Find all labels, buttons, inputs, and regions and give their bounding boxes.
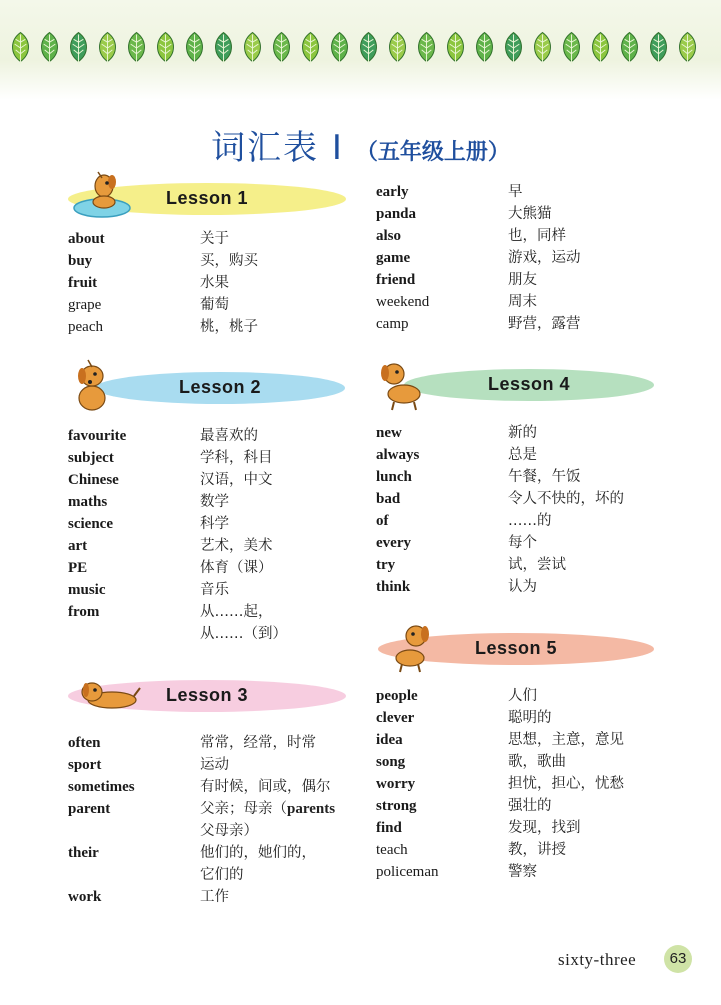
vocab-chinese-part: 野营，露营 (508, 316, 581, 332)
dog-lying-mascot-icon (76, 676, 142, 712)
vocab-chinese-part: 新的 (508, 425, 537, 441)
vocab-chinese (508, 729, 658, 751)
vocab-chinese (508, 795, 658, 817)
leaf-icon (354, 30, 383, 66)
vocab-chinese (200, 732, 350, 754)
vocab-chinese (508, 225, 658, 247)
leaf-icon (644, 30, 673, 66)
vocab-chinese (508, 313, 658, 335)
leaf-icon (151, 30, 180, 66)
vocab-chinese (200, 425, 350, 447)
lesson-5-title: Lesson 5 (474, 638, 558, 658)
vocab-english: policeman (376, 864, 439, 880)
vocab-chinese (200, 469, 350, 491)
leaf-icon (64, 30, 93, 66)
leaf-icon (93, 30, 122, 66)
vocab-english: try (376, 557, 396, 573)
dog-standing-mascot-icon (386, 618, 436, 674)
title-main: 词汇表 I (211, 128, 344, 168)
vocab-plural-form: parents (287, 801, 336, 817)
vocab-english: subject (68, 450, 114, 466)
vocab-chinese (508, 269, 658, 291)
vocab-chinese (200, 776, 350, 798)
vocab-english: often (68, 735, 101, 751)
leaf-icon (528, 30, 557, 66)
vocab-chinese (508, 466, 658, 488)
vocab-english: every (376, 535, 411, 551)
vocab-chinese-part: 也，同样 (508, 228, 566, 244)
leaf-icon (267, 30, 296, 66)
leaf-icon (557, 30, 586, 66)
vocab-chinese (508, 510, 658, 532)
leaf-icon (441, 30, 470, 66)
decorative-header-band (0, 0, 721, 100)
vocab-chinese (508, 422, 658, 444)
vocab-english: idea (376, 732, 403, 748)
vocab-chinese (508, 203, 658, 225)
vocab-chinese-part: 歌，歌曲 (508, 754, 566, 770)
vocab-english: game (376, 250, 411, 266)
vocab-chinese-part: 学科，科目 (200, 450, 273, 466)
vocab-chinese (508, 247, 658, 269)
leaf-icon (325, 30, 354, 66)
vocab-chinese (200, 886, 350, 908)
vocab-chinese-part: 关于 (200, 231, 229, 247)
vocab-chinese (200, 250, 350, 272)
vocab-chinese (200, 228, 350, 250)
vocab-chinese-part: 有时候，间或，偶尔 (200, 779, 331, 795)
vocab-chinese (200, 842, 350, 886)
page-number-words: sixty-three (558, 950, 637, 969)
vocab-chinese (508, 181, 658, 203)
leaf-icon (412, 30, 441, 66)
vocab-english: friend (376, 272, 416, 288)
vocab-chinese-part: 人们 (508, 688, 537, 704)
vocab-chinese-part: 运动 (200, 757, 229, 773)
vocab-english: from (68, 604, 100, 620)
vocab-chinese-part: 最喜欢的 (200, 428, 258, 444)
vocab-chinese (200, 272, 350, 294)
vocab-english: Chinese (68, 472, 119, 488)
vocab-chinese (508, 444, 658, 466)
vocab-chinese (200, 491, 350, 513)
vocab-chinese-line2: 它们的 (200, 867, 244, 883)
vocab-english: parent (68, 801, 111, 817)
vocab-english: worry (376, 776, 416, 792)
vocab-chinese (508, 817, 658, 839)
vocab-chinese (200, 447, 350, 469)
vocab-english: also (376, 228, 402, 244)
lesson-3-title: Lesson 3 (165, 685, 249, 705)
leaf-icon (586, 30, 615, 66)
vocab-chinese (200, 754, 350, 776)
vocab-chinese-part: 桃，桃子 (200, 319, 258, 335)
vocab-english: of (376, 513, 389, 529)
vocab-chinese (508, 839, 658, 861)
title-sub: （五年级上册） (355, 139, 510, 165)
vocab-chinese (508, 685, 658, 707)
vocab-english: sport (68, 757, 102, 773)
vocab-chinese-part: 强壮的 (508, 798, 552, 814)
vocab-chinese-line2: 父母亲） (200, 823, 258, 839)
vocab-chinese (200, 535, 350, 557)
vocab-chinese (508, 291, 658, 313)
vocab-chinese-part: 发现，找到 (508, 820, 581, 836)
vocab-chinese-part: 早 (508, 184, 523, 200)
vocab-english: favourite (68, 428, 127, 444)
vocab-chinese-part: 大熊猫 (508, 206, 552, 222)
vocab-english: art (68, 538, 88, 554)
vocab-english: about (68, 231, 105, 247)
dog-swimming-mascot-icon (72, 168, 132, 220)
vocab-english: find (376, 820, 402, 836)
vocab-english: teach (376, 842, 408, 858)
leaf-icon (615, 30, 644, 66)
vocab-chinese-part: 令人不快的，坏的 (508, 491, 624, 507)
leaf-icon (180, 30, 209, 66)
vocab-chinese-part: 警察 (508, 864, 537, 880)
vocab-english: people (376, 688, 418, 704)
vocab-chinese-part: 常常，经常，时常 (200, 735, 316, 751)
vocab-chinese-part: 教，讲授 (508, 842, 566, 858)
leaf-icon (499, 30, 528, 66)
vocab-chinese-part: 认为 (508, 579, 537, 595)
vocab-chinese-part: 他们的，她们的， (200, 845, 316, 861)
vocab-chinese (508, 576, 658, 598)
leaf-icon (470, 30, 499, 66)
vocab-chinese-part: 聪明的 (508, 710, 552, 726)
vocab-chinese-part: 总是 (508, 447, 537, 463)
vocab-english: think (376, 579, 411, 595)
leaf-icon (35, 30, 64, 66)
vocab-english: buy (68, 253, 93, 269)
vocab-chinese (508, 532, 658, 554)
vocab-chinese-part: 数学 (200, 494, 229, 510)
vocab-chinese (200, 601, 350, 645)
vocab-chinese-part: 从……起， (200, 604, 273, 620)
lesson-1-title: Lesson 1 (165, 188, 249, 208)
dog-walking-mascot-icon (376, 356, 430, 412)
vocab-chinese-part: 担忧，担心，忧愁 (508, 776, 624, 792)
vocab-chinese (508, 751, 658, 773)
vocab-english: camp (376, 316, 409, 332)
vocab-chinese-part: 试，尝试 (508, 557, 566, 573)
page-number-badge: 63 (664, 945, 692, 973)
vocab-chinese-part: 朋友 (508, 272, 537, 288)
vocab-english: weekend (376, 294, 430, 310)
vocab-chinese (200, 316, 350, 338)
vocab-english: grape (68, 297, 102, 313)
vocab-chinese-part: 游戏，运动 (508, 250, 581, 266)
vocab-english: fruit (68, 275, 98, 291)
vocab-english: peach (68, 319, 103, 335)
vocab-chinese-part: 艺术，美术 (200, 538, 273, 554)
vocab-english: clever (376, 710, 415, 726)
dog-sitting-mascot-icon (68, 358, 116, 414)
leaf-icon (209, 30, 238, 66)
vocab-chinese-part: 周末 (508, 294, 537, 310)
vocab-chinese (200, 557, 350, 579)
vocab-chinese-part: 午餐，午饭 (508, 469, 581, 485)
vocab-chinese (508, 861, 658, 883)
lesson-2-title: Lesson 2 (178, 377, 262, 397)
vocab-chinese-line2: 从……（到） (200, 626, 287, 642)
vocab-english: bad (376, 491, 401, 507)
page-title (0, 120, 721, 169)
lesson-4-banner (404, 369, 654, 401)
vocab-english: music (68, 582, 106, 598)
vocab-english: their (68, 845, 99, 861)
vocab-chinese (200, 579, 350, 601)
vocab-chinese (200, 798, 350, 842)
vocab-chinese-part: 水果 (200, 275, 229, 291)
leaf-icon (383, 30, 412, 66)
vocab-chinese-part: 葡萄 (200, 297, 229, 313)
vocab-chinese-part: 工作 (200, 889, 229, 905)
vocab-chinese-part: 汉语，中文 (200, 472, 273, 488)
vocab-chinese-part: ……的 (508, 513, 552, 529)
vocab-chinese-part: 音乐 (200, 582, 229, 598)
vocab-chinese-part: 体育（课） (200, 560, 273, 576)
vocab-english: panda (376, 206, 417, 222)
vocab-chinese (508, 707, 658, 729)
vocab-english: song (376, 754, 406, 770)
lesson-4-title: Lesson 4 (487, 374, 571, 394)
vocab-chinese-part: 思想，主意，意见 (508, 732, 624, 748)
vocab-chinese (508, 488, 658, 510)
vocab-english: new (376, 425, 402, 441)
vocab-english: work (68, 889, 102, 905)
vocab-chinese-part: 科学 (200, 516, 229, 532)
vocab-english: science (68, 516, 113, 532)
vocab-english: maths (68, 494, 108, 510)
leaf-icon (296, 30, 325, 66)
vocab-english: lunch (376, 469, 412, 485)
leaf-icon (6, 30, 35, 66)
vocab-chinese (508, 554, 658, 576)
vocab-english: strong (376, 798, 417, 814)
leaf-icon (122, 30, 151, 66)
leaf-border (6, 30, 721, 70)
vocab-english: PE (68, 560, 88, 576)
vocab-chinese-part: 每个 (508, 535, 537, 551)
vocab-chinese-part: 买，购买 (200, 253, 258, 269)
leaf-icon (673, 30, 702, 66)
vocab-english: always (376, 447, 420, 463)
vocab-chinese-part: 父亲；母亲（ (200, 801, 287, 817)
vocab-english: sometimes (68, 779, 135, 795)
vocab-chinese (200, 513, 350, 535)
vocab-chinese (508, 773, 658, 795)
leaf-icon (238, 30, 267, 66)
lesson-2-banner (95, 372, 345, 404)
vocab-chinese (200, 294, 350, 316)
vocab-english: early (376, 184, 409, 200)
